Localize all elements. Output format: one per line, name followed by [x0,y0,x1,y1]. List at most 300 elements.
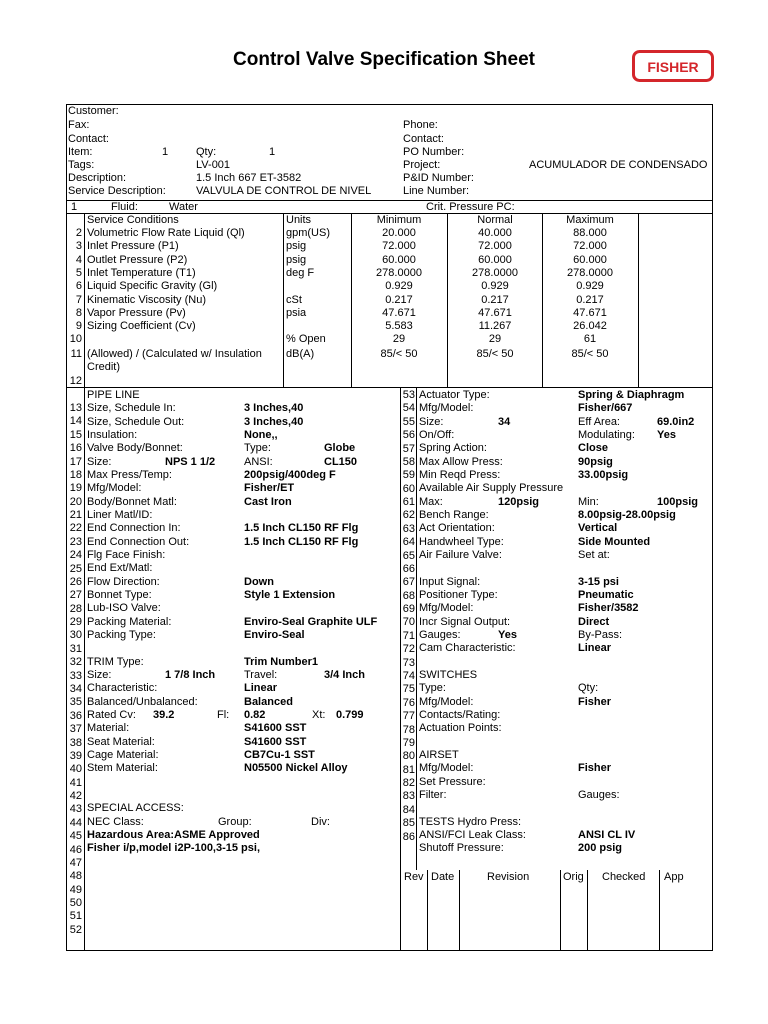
type-label: Type: [244,442,271,454]
pos-mfg-model-value: Fisher/3582 [578,602,639,614]
service-row-number: 10 [69,333,82,346]
service-maximum-value: 26.042 [573,320,607,333]
incr-signal-label: Incr Signal Output: [419,616,511,628]
left-row-number: 35 [69,696,82,709]
left-row-number: 45 [69,830,82,843]
material-label: Material: [87,722,130,734]
xt-label: Xt: [312,709,326,721]
right-row-number: 74 [402,669,415,682]
bench-range-label: Bench Range: [419,509,489,521]
service-condition-label: Inlet Pressure (P1) [87,240,179,253]
rule-num-col-top [84,213,85,387]
air-min-label: Min: [578,496,599,508]
left-row-number: 49 [69,883,82,896]
size-out-value: 3 Inches,40 [244,416,304,428]
right-row-number: 68 [402,589,415,602]
service-row-number: 3 [75,240,82,253]
max-press-value: 200psig/400deg F [244,469,336,481]
packing-type-value: Enviro-Seal [244,629,305,641]
pipe-line-heading: PIPE LINE [87,389,140,401]
noise-condition-label-cont: Credit) [87,361,121,373]
left-row-number: 19 [69,482,82,495]
service-maximum-value: 85/< 50 [571,348,609,360]
left-row-number: 46 [69,843,82,856]
end-out-label: End Connection Out: [87,536,190,548]
service-row-number: 6 [75,280,82,293]
max-allow-label: Max Allow Press: [419,456,503,468]
eff-area-label: Eff Area: [578,416,620,428]
left-row-number: 13 [69,402,82,414]
service-minimum-value: 278.0000 [376,266,422,279]
actuator-type-value: Spring & Diaphragm [578,389,685,401]
service-normal-value: 278.0000 [472,266,518,279]
left-row-number: 41 [69,776,82,789]
normal-header: Normal [477,214,513,226]
service-minimum-value: 20.000 [382,227,416,239]
service-row-number: 12 [69,375,82,387]
frame-bottom [66,950,713,951]
right-row-number: 60 [402,482,415,495]
fl-value: 0.82 [244,709,266,721]
noise-condition-label: (Allowed) / (Calculated w/ Insulation [87,348,262,360]
item-value: 1 [162,146,169,158]
right-row-number: 73 [402,656,415,669]
tests-label: TESTS Hydro Press: [419,816,522,828]
crit-pressure-label: Crit. Pressure PC: [426,201,515,213]
left-row-number: 39 [69,749,82,762]
rule-rev-date [427,870,428,951]
service-row-number: 8 [75,306,82,319]
service-normal-value: 29 [488,333,502,346]
left-row-number: 14 [69,415,82,428]
service-normal-value: 72.000 [478,240,512,253]
service-row-number: 2 [75,227,82,239]
left-row-number: 21 [69,509,82,522]
right-row-number: 71 [402,629,415,642]
service-normal-value: 0.217 [481,293,509,306]
tags-value: LV-001 [196,159,231,171]
service-unit: % Open [286,333,326,346]
right-row-number: 64 [402,536,415,549]
right-row-number: 67 [402,576,415,589]
contacts-label: Contacts/Rating: [419,709,501,721]
left-row-number: 27 [69,589,82,602]
right-row-number: 84 [402,803,415,816]
left-row-number: 47 [69,856,82,869]
service-unit: cSt [286,293,302,306]
max-press-label: Max Press/Temp: [87,469,172,481]
phone-label: Phone: [403,119,438,131]
right-row-number: 53 [402,389,415,401]
service-unit: psig [286,253,307,266]
airset-mfg-label: Mfg/Model: [419,762,474,774]
frame-left [66,104,67,951]
left-row-number: 48 [69,870,82,883]
service-normal-value: 60.000 [478,253,512,266]
service-condition-label: Inlet Temperature (T1) [87,266,196,279]
service-description-value: VALVULA DE CONTROL DE NIVEL [196,185,372,197]
size-in-label: Size, Schedule In: [87,402,176,414]
description-value: 1.5 Inch 667 ET-3582 [196,172,302,184]
right-row-number: 78 [402,723,415,736]
right-row-number: 55 [402,415,415,428]
right-row-number: 83 [402,790,415,803]
service-minimum-value: 5.583 [385,320,413,333]
service-minimum-value: 85/< 50 [380,348,418,360]
right-row-number: 54 [402,402,415,415]
trim-type-label: TRIM Type: [87,656,144,668]
pos-mfg-model-label: Mfg/Model: [419,602,474,614]
right-row-number: 75 [402,683,415,696]
service-condition-label: Outlet Pressure (P2) [87,253,188,266]
switch-type-label: Type: [419,682,446,694]
size-out-label: Size, Schedule Out: [87,416,185,428]
min-reqd-value: 33.00psig [578,469,629,481]
fisher-logo [632,50,714,82]
left-row-number: 23 [69,535,82,548]
trim-type-value: Trim Number1 [244,656,318,668]
left-row-number: 25 [69,562,82,575]
service-normal-value: 47.671 [478,306,512,319]
cam-value: Linear [578,642,612,654]
trim-size-value: 1 7/8 Inch [165,669,216,681]
right-row-number: 77 [402,710,415,723]
left-row-number: 20 [69,495,82,508]
service-row-number: 11 [70,348,82,360]
div-label: Div: [311,816,330,828]
positioner-value: Pneumatic [578,589,634,601]
qty-value: 1 [269,146,276,158]
left-row-number: 40 [69,763,82,776]
left-row-number: 42 [69,790,82,803]
mfg-model-label: Mfg/Model: [87,482,142,494]
left-row-number: 31 [69,642,82,655]
service-minimum-value: 0.217 [385,293,413,306]
actuation-points-label: Actuation Points: [419,722,502,734]
characteristic-label: Characteristic: [87,682,158,694]
fl-label: Fl: [217,709,230,721]
service-unit: dB(A) [286,348,315,360]
modulating-value: Yes [657,429,676,441]
flow-dir-value: Down [244,576,274,588]
air-max-value: 120psig [498,496,539,508]
right-row-number: 76 [402,696,415,709]
right-row-number: 79 [402,736,415,749]
positioner-label: Positioner Type: [419,589,498,601]
insulation-value: None,, [244,429,278,441]
lub-iso-label: Lub-ISO Valve: [87,602,161,614]
onoff-label: On/Off: [419,429,455,441]
service-condition-label: Sizing Coefficient (Cv) [87,320,196,333]
pid-number-label: P&ID Number: [403,172,474,184]
size-in-value: 3 Inches,40 [244,402,304,414]
rule-orig-checked [587,870,588,951]
service-maximum-value: 61 [583,333,597,346]
body-matl-value: Cast Iron [244,496,292,508]
act-mfg-model-value: Fisher/667 [578,402,633,414]
left-row-number: 51 [69,910,82,923]
service-row-number: 4 [75,253,82,266]
left-row-number: 38 [69,736,82,749]
left-row-number: 15 [69,428,82,441]
right-row-number: 65 [402,549,415,562]
service-row-number: 5 [75,266,82,279]
special-access-heading: SPECIAL ACCESS: [87,802,184,814]
incr-signal-value: Direct [578,616,610,628]
left-row-number: 28 [69,602,82,615]
logo-text: FISHER [647,59,699,75]
set-at-label: Set at: [578,549,610,561]
left-row-number: 18 [69,468,82,481]
balanced-value: Balanced [244,696,293,708]
rule-nor-col [447,213,448,387]
rated-cv-label: Rated Cv: [87,709,136,721]
filter-label: Filter: [419,789,447,801]
cage-mat-value: CB7Cu-1 SST [244,749,315,761]
service-normal-value: 11.267 [478,320,512,333]
orig-header: Orig [563,871,584,883]
left-row-number: 50 [69,897,82,910]
minimum-header: Minimum [376,214,422,226]
air-max-label: Max: [419,496,443,508]
service-maximum-value: 0.929 [576,280,604,293]
liner-label: Liner Matl/ID: [87,509,153,521]
left-row-number: 17 [69,455,82,468]
ansi-label: ANSI: [244,456,273,468]
service-unit: gpm(US) [286,227,331,239]
end-out-value: 1.5 Inch CL150 RF Flg [244,536,359,548]
fax-label: Fax: [68,119,90,131]
revision-header: Revision [487,871,530,883]
right-row-number: 62 [402,509,415,522]
right-row-number: 69 [402,603,415,616]
right-row-number: 85 [402,817,415,830]
switches-heading: SWITCHES [419,669,478,681]
rule-right-num-col [416,387,417,870]
left-row-number: 33 [69,669,82,682]
cage-mat-label: Cage Material: [87,749,159,761]
xt-value: 0.799 [336,709,364,721]
flow-dir-label: Flow Direction: [87,576,160,588]
contact2-label: Contact: [403,133,444,145]
spring-action-label: Spring Action: [419,442,487,454]
po-number-label: PO Number: [403,146,465,158]
rule-checked-app [659,870,660,951]
ansi-leak-value: ANSI CL IV [578,829,636,841]
size-label: Size: [87,456,112,468]
right-row-number: 82 [402,777,415,790]
app-header: App [664,871,684,883]
service-minimum-value: 29 [392,333,406,346]
end-ext-label: End Ext/Matl: [87,562,153,574]
service-maximum-value: 278.0000 [567,266,613,279]
service-normal-value: 0.929 [481,280,509,293]
handwheel-label: Handwheel Type: [419,536,504,548]
stem-mat-label: Stem Material: [87,762,158,774]
service-unit: deg F [286,266,315,279]
bench-range-value: 8.00psig-28.00psig [578,509,676,521]
act-size-value: 34 [498,416,511,428]
fluid-label: Fluid: [111,201,138,213]
service-maximum-value: 88.000 [573,227,607,239]
right-row-number: 63 [402,522,415,535]
gauges-value: Yes [498,629,517,641]
ansi-leak-label: ANSI/FCI Leak Class: [419,829,526,841]
max-allow-value: 90psig [578,456,613,468]
rev-header: Rev [404,871,424,883]
right-row-number: 61 [402,496,415,509]
left-row-number: 16 [69,442,82,455]
handwheel-value: Side Mounted [578,536,651,548]
line-number-label: Line Number: [403,185,470,197]
size-value: NPS 1 1/2 [165,456,216,468]
cam-label: Cam Characteristic: [419,642,516,654]
fluid-row-num: 1 [71,201,78,213]
act-mfg-model-label: Mfg/Model: [419,402,474,414]
item-label: Item: [68,146,93,158]
service-normal-value: 40.000 [478,227,512,239]
end-in-label: End Connection In: [87,522,181,534]
group-label: Group: [218,816,252,828]
modulating-label: Modulating: [578,429,635,441]
qty-label: Qty: [196,146,217,158]
end-in-value: 1.5 Inch CL150 RF Flg [244,522,359,534]
eff-area-value: 69.0in2 [657,416,695,428]
rule-date-revision [459,870,460,951]
service-unit: psia [286,306,307,319]
left-row-number: 24 [69,549,82,562]
nec-class-label: NEC Class: [87,816,144,828]
frame-top [66,104,713,105]
left-row-number: 44 [69,816,82,829]
left-row-number: 36 [69,709,82,722]
air-min-value: 100psig [657,496,698,508]
service-conditions-header: Service Conditions [87,214,179,226]
right-row-number: 57 [402,442,415,455]
frame-right [712,104,713,951]
service-minimum-value: 60.000 [382,253,416,266]
seat-mat-label: Seat Material: [87,736,155,748]
rule-revision-orig [560,870,561,951]
right-row-number: 72 [402,643,415,656]
service-maximum-value: 47.671 [573,306,607,319]
rule-header-bottom [66,200,713,201]
material-value: S41600 SST [244,722,307,734]
service-condition-label: Liquid Specific Gravity (Gl) [87,280,218,293]
trim-size-label: Size: [87,669,112,681]
project-value: ACUMULADOR DE CONDENSADO [529,159,708,171]
service-minimum-value: 72.000 [382,240,416,253]
service-maximum-value: 0.217 [576,293,604,306]
seat-mat-value: S41600 SST [244,736,307,748]
input-signal-value: 3-15 psi [578,576,619,588]
left-row-number: 30 [69,629,82,642]
rule-extra-col [638,213,639,387]
left-row-number: 32 [69,656,82,669]
bypass-label: By-Pass: [578,629,623,641]
spring-action-value: Close [578,442,608,454]
left-row-number: 34 [69,682,82,695]
right-row-number: 81 [402,763,415,776]
service-unit: psig [286,240,307,253]
ansi-value: CL150 [324,456,358,468]
airset-mfg-value: Fisher [578,762,612,774]
bonnet-type-label: Bonnet Type: [87,589,152,601]
right-row-number: 58 [402,455,415,468]
packing-mat-label: Packing Material: [87,616,172,628]
valve-body-label: Valve Body/Bonnet: [87,442,183,454]
service-description-label: Service Description: [68,185,166,197]
left-row-number: 22 [69,522,82,535]
left-row-number: 29 [69,616,82,629]
right-row-number: 66 [402,562,415,575]
left-row-number: 52 [69,923,82,936]
service-condition-label: Volumetric Flow Rate Liquid (Ql) [87,227,245,239]
description-label: Description: [68,172,127,184]
rule-service-bottom [66,387,713,388]
service-row-number: 9 [75,320,82,333]
rated-cv-value: 39.2 [153,709,175,721]
rule-min-col [351,213,352,387]
travel-value: 3/4 Inch [324,669,365,681]
balanced-label: Balanced/Unbalanced: [87,696,198,708]
customer-label: Customer: [68,105,119,117]
characteristic-value: Linear [244,682,278,694]
airset-heading: AIRSET [419,749,459,761]
fluid-value: Water [169,201,198,213]
right-row-number: 59 [402,469,415,482]
service-minimum-value: 0.929 [385,280,413,293]
fisher-ip-note: Fisher i/p,model i2P-100,3-15 psi, [87,842,261,854]
avail-air-label: Available Air Supply Pressure [419,482,564,494]
act-orient-value: Vertical [578,522,618,534]
right-row-number: 86 [402,830,415,843]
service-maximum-value: 60.000 [573,253,607,266]
left-row-number: 26 [69,575,82,588]
units-header: Units [286,214,312,226]
service-normal-value: 85/< 50 [476,348,514,360]
page-title: Control Valve Specification Sheet [233,49,535,70]
packing-type-label: Packing Type: [87,629,156,641]
rule-num-col-bottom [84,387,85,951]
service-maximum-value: 72.000 [573,240,607,253]
service-minimum-value: 47.671 [382,306,416,319]
input-signal-label: Input Signal: [419,576,481,588]
shutoff-value: 200 psig [578,842,623,854]
rule-units-col [283,213,284,387]
travel-label: Travel: [244,669,278,681]
stem-mat-value: N05500 Nickel Alloy [244,762,348,774]
checked-header: Checked [602,871,646,883]
mfg-model-value: Fisher/ET [244,482,295,494]
right-row-number: 70 [402,616,415,629]
min-reqd-label: Min Reqd Press: [419,469,501,481]
act-orient-label: Act Orientation: [419,522,495,534]
left-row-number: 43 [69,803,82,816]
shutoff-label: Shutoff Pressure: [419,842,504,854]
service-condition-label: Kinematic Viscosity (Nu) [87,293,206,306]
right-row-number: 80 [402,750,415,763]
air-fail-label: Air Failure Valve: [419,549,502,561]
contact-label: Contact: [68,133,109,145]
switch-qty-label: Qty: [578,682,599,694]
right-row-number: 56 [402,429,415,442]
type-value: Globe [324,442,356,454]
packing-mat-value: Enviro-Seal Graphite ULF [244,616,378,628]
gauges-label: Gauges: [419,629,461,641]
date-header: Date [431,871,455,883]
maximum-header: Maximum [566,214,614,226]
